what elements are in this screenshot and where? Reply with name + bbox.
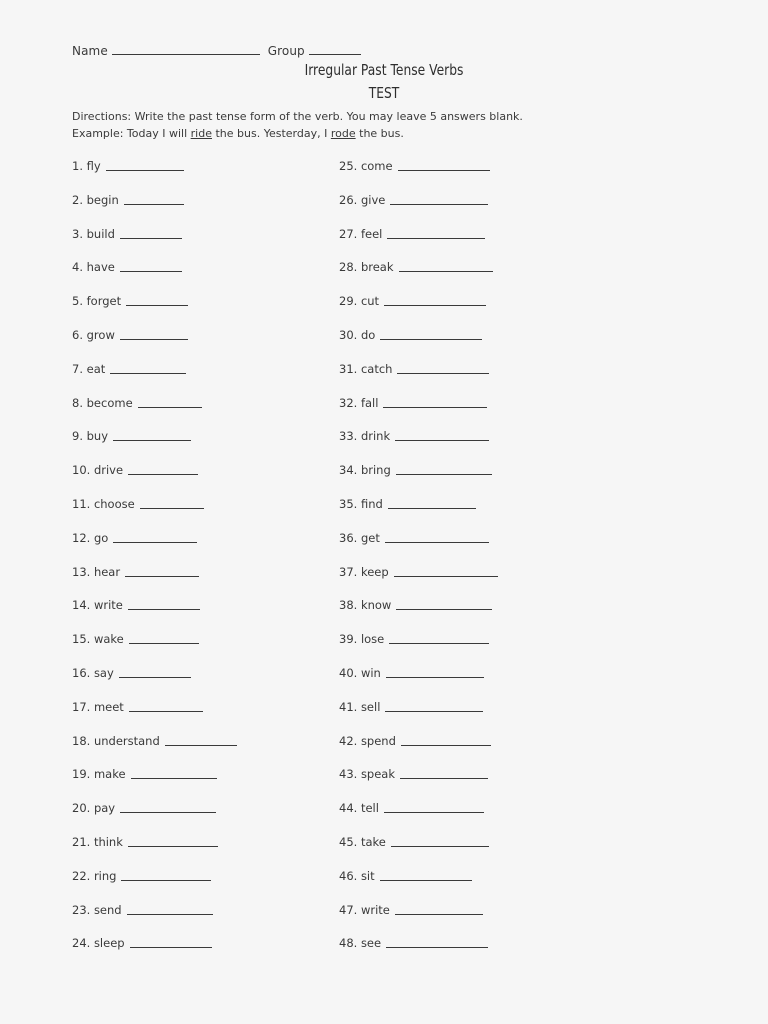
example-suffix: the bus. [359,127,404,140]
answer-blank[interactable] [138,394,202,408]
answer-blank[interactable] [120,799,216,813]
verb-item [339,360,599,394]
verb-label: 36. get [339,530,380,545]
verb-label: 9. buy [72,429,109,444]
verb-item [72,157,332,191]
name-blank[interactable] [112,43,260,55]
answer-blank[interactable] [383,394,487,408]
answer-blank[interactable] [385,529,489,543]
verb-item [339,934,599,968]
verb-item [72,732,332,766]
answer-blank[interactable] [400,765,488,779]
answer-blank[interactable] [387,225,485,239]
answer-blank[interactable] [129,630,199,644]
verb-item [339,563,599,597]
verb-label: 16. say [72,665,114,680]
verb-label: 42. spend [339,733,396,748]
verb-label: 14. write [72,598,123,613]
answer-blank[interactable] [128,596,200,610]
verb-item [339,765,599,799]
verb-label: 8. become [72,395,133,410]
verb-label: 45. take [339,834,386,849]
answer-blank[interactable] [126,292,188,306]
answer-blank[interactable] [131,765,217,779]
verb-item [339,630,599,664]
verb-item [72,394,332,428]
verb-item [72,630,332,664]
directions-text: Directions: Write the past tense form of the verb. You may leave 5 answers blank. [72,110,523,123]
verb-item [72,461,332,495]
verb-label: 15. wake [72,632,124,647]
verb-label: 24. sleep [72,936,125,951]
example-prefix: Example: Today I will [72,127,188,140]
verb-label: 13. hear [72,564,121,579]
verb-item [339,732,599,766]
answer-blank[interactable] [128,461,198,475]
verb-label: 18. understand [72,733,160,748]
verb-label: 34. bring [339,463,391,478]
answer-blank[interactable] [391,833,489,847]
answer-blank[interactable] [394,563,498,577]
verb-label: 27. feel [339,226,383,241]
verb-label: 17. meet [72,699,124,714]
verb-item [72,799,332,833]
verb-label: 19. make [72,767,126,782]
answer-blank[interactable] [110,360,186,374]
right-column [339,157,599,968]
example-word-ride: ride [190,127,212,140]
verb-item [339,427,599,461]
answer-blank[interactable] [399,258,493,272]
verb-item [72,664,332,698]
example-mid: the bus. Yesterday, I [215,127,328,140]
verb-item [339,799,599,833]
verb-item [339,596,599,630]
answer-blank[interactable] [396,596,492,610]
verb-label: 25. come [339,159,393,173]
verb-item [339,225,599,259]
answer-blank[interactable] [380,326,482,340]
verb-item [339,833,599,867]
worksheet-subtitle: TEST [368,84,400,102]
verb-label: 37. keep [339,564,389,579]
verb-label: 31. catch [339,361,393,376]
verb-label: 5. forget [72,294,122,309]
answer-blank[interactable] [165,732,237,746]
answer-blank[interactable] [121,867,211,881]
directions-example [72,125,712,142]
verb-item [339,664,599,698]
verb-label: 35. find [339,496,383,511]
verb-label: 46. sit [339,868,375,883]
verb-item [339,901,599,935]
verb-item [339,495,599,529]
answer-blank[interactable] [106,157,184,171]
header-line [72,43,361,58]
verb-item [339,326,599,360]
answer-blank[interactable] [113,529,197,543]
verb-item [72,225,332,259]
verb-label: 44. tell [339,801,379,816]
directions [72,108,712,142]
verb-label: 21. think [72,834,123,849]
answer-blank[interactable] [386,934,488,948]
verb-label: 43. speak [339,767,396,782]
verb-item [72,698,332,732]
answer-blank[interactable] [128,833,218,847]
answer-blank[interactable] [396,461,492,475]
answer-blank[interactable] [384,799,484,813]
verb-item [339,191,599,225]
verb-label: 39. lose [339,632,385,647]
verb-item [339,394,599,428]
verb-item [339,258,599,292]
answer-blank[interactable] [389,630,489,644]
group-blank[interactable] [309,43,361,55]
answer-blank[interactable] [140,495,204,509]
verb-label: 10. drive [72,463,124,478]
verb-label: 4. have [72,260,115,275]
left-column [72,157,332,968]
answer-blank[interactable] [130,934,212,948]
verb-item [339,698,599,732]
verb-item [72,326,332,360]
answer-blank[interactable] [385,698,483,712]
verb-item [72,427,332,461]
verb-item [339,461,599,495]
answer-blank[interactable] [401,732,491,746]
verb-item [339,867,599,901]
verb-item [339,292,599,326]
verb-item [72,495,332,529]
verb-label: 29. cut [339,294,380,309]
answer-blank[interactable] [384,292,486,306]
verb-label: 20. pay [72,801,116,816]
group-label: Group [267,44,305,58]
name-label: Name [72,44,108,58]
verb-label: 38. know [339,598,392,613]
answer-blank[interactable] [113,427,191,441]
verb-item [72,765,332,799]
answer-blank[interactable] [125,563,199,577]
answer-blank[interactable] [388,495,476,509]
answer-blank[interactable] [398,157,490,171]
verb-item [72,833,332,867]
example-word-rode: rode [330,127,356,140]
verb-label: 6. grow [72,327,115,342]
answer-blank[interactable] [124,191,184,205]
answer-blank[interactable] [380,867,472,881]
verb-item [72,867,332,901]
verb-label: 40. win [339,665,381,680]
verb-label: 23. send [72,902,122,917]
answer-blank[interactable] [395,901,483,915]
answer-blank[interactable] [119,664,191,678]
verb-item [72,934,332,968]
answer-blank[interactable] [386,664,484,678]
verb-label: 32. fall [339,395,379,410]
verb-label: 12. go [72,530,109,545]
worksheet-title: Irregular Past Tense Verbs [304,61,464,79]
verb-label: 41. sell [339,699,381,714]
answer-blank[interactable] [129,698,203,712]
verb-item [339,157,599,191]
verb-item [72,292,332,326]
verb-label: 7. eat [72,361,106,376]
verb-item [72,596,332,630]
verb-label: 47. write [339,902,390,917]
verb-label: 28. break [339,260,394,275]
verb-label: 48. see [339,936,382,951]
verb-item [72,191,332,225]
verb-label: 30. do [339,327,376,342]
verb-label: 22. ring [72,868,117,883]
verb-item [72,529,332,563]
verb-label: 26. give [339,192,386,207]
answer-blank[interactable] [120,258,182,272]
verb-label: 2. begin [72,192,119,207]
verb-label: 11. choose [72,496,135,511]
answer-blank[interactable] [397,360,489,374]
verb-item [72,901,332,935]
verb-item [72,258,332,292]
verb-item [72,360,332,394]
verb-item [339,529,599,563]
answer-blank[interactable] [120,225,182,239]
answer-blank[interactable] [127,901,213,915]
answer-blank[interactable] [390,191,488,205]
answer-blank[interactable] [120,326,188,340]
answer-blank[interactable] [395,427,489,441]
verb-label: 3. build [72,226,115,241]
verb-item [72,563,332,597]
verb-label: 1. fly [72,159,101,173]
verb-label: 33. drink [339,429,391,444]
